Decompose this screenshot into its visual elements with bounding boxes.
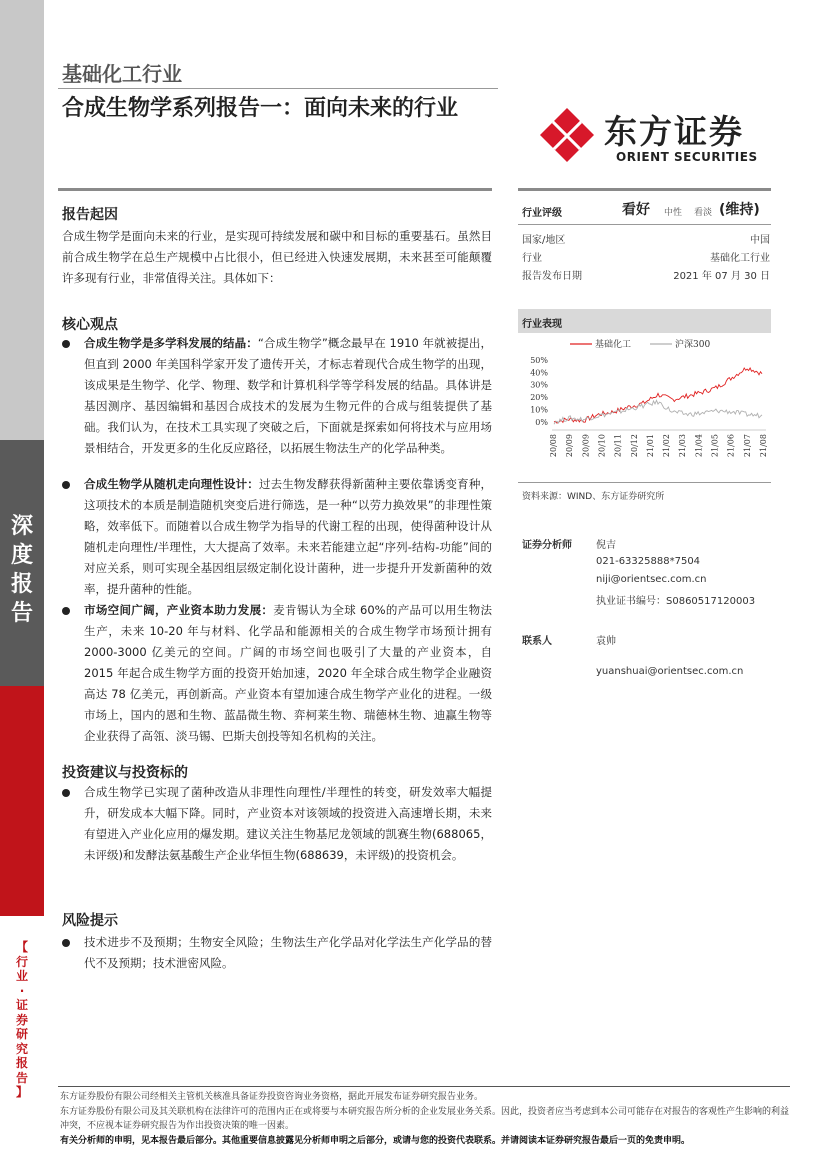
- risk-item: 技术进步不及预期；生物安全风险；生物法生产化学品对化学法生产化学品的替代不及预期；技术泄密风险。: [84, 935, 492, 970]
- rating-neutral: 中性: [664, 208, 683, 218]
- x-tick-label: 21/01: [645, 434, 655, 458]
- core-point-2-title: 合成生物学从随机走向理性设计：: [84, 477, 259, 491]
- rating-maintain: (维持): [719, 202, 760, 218]
- y-tick-label: 50%: [530, 356, 548, 365]
- analyst-phone: 021-63325888*7504: [596, 556, 701, 567]
- y-tick-label: 40%: [530, 368, 548, 378]
- x-tick-label: 21/05: [710, 434, 720, 458]
- legend-label-1: 沪深300: [675, 340, 711, 350]
- risk-heading: 风险提示: [62, 913, 118, 929]
- core-point-2-text: 过去生物发酵获得新菌种主要依靠诱变育种，这项技术的本质是制造随机突变后进行筛选，是一种“以劳力换效果”的非理性策略，效率低下。而随着以合成生物学为指导的代谢工程的出现，使得菌种设计从随机走向理性/半理性，大大提高了效率。未来若能建立起“序列-结构-功能”间的对应关系，则可实现全基因组层级定制化设计菌种，进一步提升开发新菌种的效率，提升菌种的性能。: [84, 477, 493, 596]
- chart-source: 资料来源：WIND、东方证券研究所: [522, 492, 665, 502]
- rating-label: 行业评级: [522, 208, 562, 219]
- info-value-date: 2021 年 07 月 30 日: [673, 271, 770, 282]
- core-point-3-text: 麦肯锡认为全球 60%的产品可以用生物法生产，未来 10-20 年与材料、化学品和能源相关的合成生物学市场预计拥有 2000-3000 亿美元的空间。广阔的市场空间也吸引了大量的产业资本，自 2015 年起合成生物学方面的投资开始加速，2020 年全球合成生物学企业融资高达 78 亿美元，再创新高。产业资本有望加速合成生物学产业化的进程。一级市场上，国内的恩和生物、蓝晶微生物、弈柯莱生物、瑞德林生物、迪赢生物等企业获得了高瓴、淡马锡、巴斯夫创投等知名机构的关注。: [84, 603, 493, 743]
- core-point-1-text: “合成生物学”概念最早在 1910 年就被提出，但直到 2000 年美国科学家开发了遗传开关，才标志着现代合成生物学的出现，该成果是生物学、化学、物理、数学和计算机科学等学科发展的结晶。具体讲是基因测序、基因编辑和基因合成技术的发展为生物元件的合成与组装提供了基础。我们认为，在技术工具实现了突破之后，下面就是探索如何将技术与应用场景相结合，开发更多的生化反应路径，以拓展生物法生产的化学品种类。: [84, 336, 492, 455]
- core-point-3-title: 市场空间广阔，产业资本助力发展：: [84, 603, 274, 617]
- sidebar-report-type: [0, 440, 44, 686]
- logo-mark-icon: [536, 104, 598, 166]
- core-point-1: [84, 333, 492, 459]
- origin-text: 合成生物学是面向未来的行业，是实现可持续发展和碳中和目标的重要基石。虽然目前合成生物学在总生产规模中占比很小，但已经进入快速发展期，未来甚至可能颠覆许多现有行业，非常值得关注。具体如下：: [62, 229, 492, 285]
- sidebar-accent-band: [0, 686, 44, 916]
- analyst-email[interactable]: niji@orientsec.com.cn: [596, 574, 707, 585]
- performance-band: [518, 309, 771, 333]
- disclaimer-line-1: 东方证券股份有限公司经相关主管机关核准具备证券投资咨询业务资格，据此开展发布证券研究报告业务。: [60, 1092, 484, 1102]
- info-label-date: 报告发布日期: [522, 271, 582, 282]
- x-tick-label: 21/04: [694, 434, 704, 458]
- x-tick-label: 21/02: [662, 434, 672, 458]
- chart-source-divider: [518, 482, 771, 483]
- title-divider: [58, 88, 498, 89]
- x-tick-label: 21/07: [742, 434, 752, 458]
- bullet-icon: [62, 481, 70, 489]
- x-tick-label: 20/09: [581, 434, 591, 458]
- core-point-3: [84, 600, 492, 747]
- y-tick-label: 30%: [530, 380, 548, 390]
- info-value-region: 中国: [750, 235, 770, 246]
- x-tick-label: 21/08: [759, 434, 768, 458]
- series-line-0: [554, 368, 762, 423]
- logo-text-en: ORIENT SECURITIES: [616, 150, 758, 164]
- invest-heading: 投资建议与投资标的: [62, 765, 188, 781]
- info-value-industry: 基础化工行业: [710, 253, 770, 264]
- analyst-cert: 执业证书编号：S0860517120003: [596, 596, 756, 607]
- analyst-label: 证券分析师: [522, 540, 572, 551]
- left-section-rule: [58, 188, 492, 191]
- y-tick-label: 10%: [530, 405, 548, 415]
- company-logo: [536, 104, 776, 170]
- contact-email[interactable]: yuanshuai@orientsec.com.cn: [596, 666, 744, 677]
- bullet-icon: [62, 607, 70, 615]
- contact-name: 袁帅: [596, 636, 616, 647]
- right-section-rule: [518, 188, 771, 191]
- origin-heading: 报告起因: [62, 207, 118, 223]
- rating-negative: 看淡: [694, 208, 713, 218]
- invest-item: 合成生物学已实现了菌种改造从非理性向理性/半理性的转变，研发效率大幅提升，研发成本大幅下降。同时，产业资本对该领域的投资进入高速增长期，未来有望进入产业化应用的爆发期。建议关注生物基尼龙领域的凯赛生物(688065，未评级)和发酵法氨基酸生产企业华恒生物(688639，未评级)的投资机会。: [84, 785, 492, 862]
- bullet-icon: [62, 789, 70, 797]
- series-vertical-label: 【 行 业 · 证 券 研 究 报 告 】: [15, 940, 28, 1099]
- logo-text-cn: 东方证券: [604, 112, 744, 151]
- legend-label-0: 基础化工: [595, 340, 632, 350]
- rating-divider: [518, 224, 771, 225]
- core-point-1-title: 合成生物学是多学科发展的结晶：: [84, 336, 258, 350]
- report-type-label: 深 度 报 告: [10, 514, 33, 626]
- sidebar-top-band: [0, 0, 44, 440]
- info-label-industry: 行业: [522, 253, 542, 264]
- x-tick-label: 20/11: [613, 434, 623, 458]
- y-tick-label: 0%: [535, 417, 548, 427]
- report-title: 合成生物学系列报告一：面向未来的行业: [62, 96, 459, 121]
- disclaimer-line-2: 东方证券股份有限公司及其关联机构在法律许可的范围内正在或将要与本研究报告所分析的企业发展业务关系。因此，投资者应当考虑到本公司可能存在对报告的客观性产生影响的利益冲突，不应视本证券研究报告为作出投资决策的唯一因素。: [60, 1107, 790, 1131]
- x-tick-label: 20/12: [629, 434, 639, 458]
- analyst-name: 倪吉: [596, 540, 616, 551]
- x-tick-label: 20/08: [549, 434, 558, 458]
- rating-value: 看好: [622, 202, 650, 218]
- contact-label: 联系人: [522, 636, 552, 647]
- core-heading: 核心观点: [62, 317, 118, 333]
- bullet-icon: [62, 939, 70, 947]
- bullet-icon: [62, 340, 70, 348]
- left-sidebar: [0, 0, 44, 1169]
- info-label-region: 国家/地区: [522, 235, 566, 246]
- industry-label: 基础化工行业: [62, 62, 182, 86]
- core-point-2: [84, 474, 492, 600]
- disclaimer-line-3: 有关分析师的申明，见本报告最后部分。其他重要信息披露见分析师申明之后部分，或请与您的投资代表联系。并请阅读本证券研究报告最后一页的免责申明。: [60, 1136, 691, 1146]
- y-tick-label: 20%: [530, 393, 548, 403]
- footer-divider: [58, 1086, 790, 1087]
- series-line-1: [554, 400, 762, 424]
- x-tick-label: 20/09: [565, 434, 575, 458]
- x-tick-label: 21/06: [726, 434, 736, 458]
- x-tick-label: 21/03: [678, 434, 688, 458]
- industry-performance-chart: [518, 336, 771, 470]
- performance-heading: 行业表现: [522, 319, 562, 330]
- x-tick-label: 20/10: [597, 434, 607, 458]
